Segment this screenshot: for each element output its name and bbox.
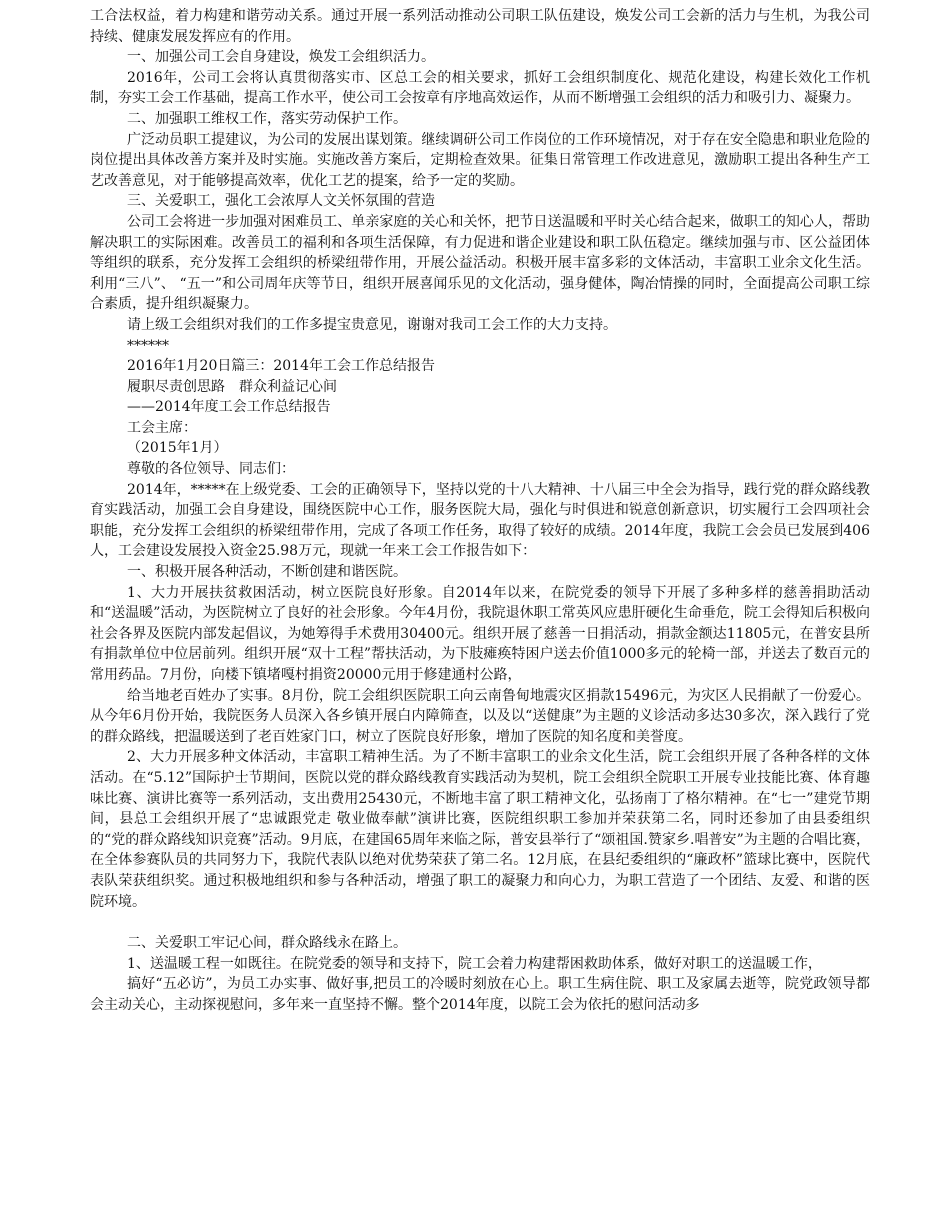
paragraph: 广泛动员职工提建议，为公司的发展出谋划策。继续调研公司工作岗位的工作环境情况，对于存在安全隐患和职业危险的岗位提出具体改善方案并及时实施。实施改善方案后，定期检查效果。征集日常管理工作改进意见，激励职工提出各种生产工艺改善意见，对于能够提高效率，优化工艺的提案，给予一定的奖励。 [90,131,870,189]
paragraph-closing: 请上级工会组织对我们的工作多提宝贵意见，谢谢对我司工会工作的大力支持。 [127,316,617,333]
report-date: （2015年1月） [127,440,228,457]
paragraph: 公司工会将进一步加强对困难员工、单亲家庭的关心和关怀，把节日送温暖和平时关心结合起来，做职工的知心人，帮助解决职工的实际困难。改善员工的福利和各项生活保障，有力促进和谐企业建设和职工队伍稳定。继续加强与市、区公益团体等组织的联系，充分发挥工会组织的桥梁纽带作用，开展公益活动。积极开展丰富多彩的文体活动，丰富职工业余文化生活。利用“三八”、 “五一”和公司周年庆等节日，组织开展喜闻乐见的文化活动，强身健体，陶冶情操的同时，全面提高公司职工综合素质，提升组织凝聚力。 [90,213,870,313]
document-page [90,6,870,1016]
paragraph: 给当地老百姓办了实事。8月份，院工会组织医院职工向云南鲁甸地震灾区捐款15496元，为灾区人民捐献了一份爱心。从今年6月份开始，我院医务人员深入各乡镇开展白内障筛查，以及以“送健康”为主题的义诊活动多达30多次，深入践行了党的群众路线，把温暖送到了老百姓家门口，树立了医院良好形象，增加了医院的知名度和美誉度。 [90,687,870,745]
paragraph: 搞好“五必访”，为员工办实事、做好事,把员工的冷暖时刻放在心上。职工生病住院、职工及家属去逝等，院党政领导都会主动关心，主动探视慰问，多年来一直坚持不懈。整个2014年度，以院工会为依托的慰问活动多 [90,976,870,1013]
report-author: 工会主席： [127,419,197,436]
section-heading-1: 一、加强公司工会自身建设，焕发工会组织活力。 [127,49,435,66]
section-heading-activities: 一、积极开展各种活动，不断创建和谐医院。 [127,564,407,581]
paragraph: 1、送温暖工程一如既往。在院党委的领导和支持下，院工会着力构建帮困救助体系，做好对职工的送温暖工作， [127,955,822,972]
paragraph: 2016年，公司工会将认真贯彻落实市、区总工会的相关要求，抓好工会组织制度化、规范化建设，构建长效化工作机制，夯实工会工作基础，提高工作水平，使公司工会按章有序地高效运作，从而不断增强工会组织的活力和吸引力、凝聚力。 [90,69,870,107]
paragraph: 1、大力开展扶贫救困活动，树立医院良好形象。自2014年以来，在院党委的领导下开展了多种多样的慈善捐助活动和“送温暖”活动，为医院树立了良好的社会形象。今年4月份，我院退休职工常英风应患肝硬化生命垂危，院工会得知后积极向社会各界及医院内部发起倡议，为她筹得手术费用30400元。组织开展了慈善一日捐活动，捐款金额达11805元，在普安县所有捐款单位中位居前列。组织开展“双十工程”帮扶活动，为下肢瘫痪特困户送去价值1000多元的轮椅一部，并送去了数百元的常用药品。7月份，向楼下镇堵嘎村捐资20000元用于修建通村公路， [90,584,870,683]
section-heading-2: 二、加强职工维权工作，落实劳动保护工作。 [127,110,407,127]
report-title: 履职尽责创思路 群众利益记心间 [127,378,337,395]
separator-asterisks: ****** [127,337,169,354]
date-and-article-title: 2016年1月20日篇三：2014年工会工作总结报告 [127,358,435,375]
paragraph: 2014年，*****在上级党委、工会的正确领导下，坚持以党的十八大精神、十八届三中全会为指导，践行党的群众路线教育实践活动，加强工会自身建设，围绕医院中心工作，服务医院大局，强化与时俱进和锐意创新意识，切实履行工会四项社会职能，充分发挥工会组织的桥梁纽带作用，完成了各项工作任务，取得了较好的成绩。2014年度，我院工会会员已发展到406人，工会建设发展投入资金25.98万元，现就一年来工会工作报告如下： [90,481,870,560]
section-heading-3: 三、关爱职工，强化工会浓厚人文关怀氛围的营造 [127,193,435,210]
section-heading-care: 二、关爱职工牢记心间，群众路线永在路上。 [127,935,407,952]
report-subtitle: ——2014年度工会工作总结报告 [127,399,331,416]
salutation: 尊敬的各位领导、同志们： [127,461,295,478]
paragraph: 2、大力开展多种文体活动，丰富职工精神生活。为了不断丰富职工的业余文化生活，院工会组织开展了各种各样的文体活动。在“5.12”国际护士节期间，医院以党的群众路线教育实践活动为契机，院工会组织全院职工开展专业技能比赛、体育趣味比赛、演讲比赛等一系列活动，支出费用25430元，不断地丰富了职工精神文化，弘扬南丁了格尔精神。在“七一”建党节期间，县总工会组织开展了“忠诚跟党走 敬业做奉献”演讲比赛，医院组织职工参加并荣获第二名，同时还参加了由县委组织的“党的群众路线知识竞赛”活动。9月底，在建国65周年来临之际，普安县举行了“颂祖国.赞家乡.唱普安”为主题的合唱比赛，在全体参赛队员的共同努力下，我院代表队以绝对优势荣获了第二名。12月底，在县纪委组织的“廉政杯”篮球比赛中，医院代表队荣获组织奖。通过积极地组织和参与各种活动，增强了职工的凝聚力和向心力，为职工营造了一个团结、友爱、和谐的医院环境。 [90,749,870,910]
paragraph-intro-continuation: 工合法权益，着力构建和谐劳动关系。通过开展一系列活动推动公司职工队伍建设，焕发公司工会新的活力与生机，为我公司持续、健康发展发挥应有的作用。 [90,8,870,45]
